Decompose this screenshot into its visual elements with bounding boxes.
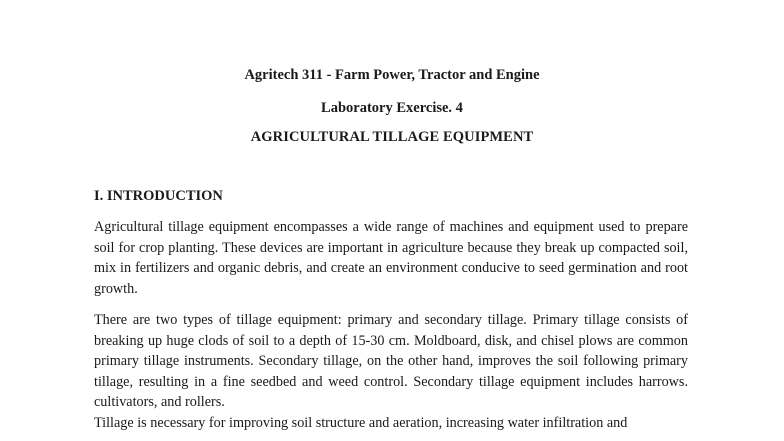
- exercise-title: Laboratory Exercise. 4: [321, 100, 463, 116]
- paragraph-2: There are two types of tillage equipment: primary and secondary tillage. Primary tillage consists of breaking up huge clods of soil to a depth of 15-30 cm. Moldboard, disk, and chisel plows are common primary tillage instruments. Secondary tillage, on the other hand, improves the soil following primary tillage, resulting in a fine seedbed and weed control. Secondary tillage equipment includes harrows. cultivators, and rollers.: [94, 312, 688, 410]
- section-heading-introduction: I. INTRODUCTION: [94, 188, 223, 204]
- course-title: Agritech 311 - Farm Power, Tractor and Engine: [244, 67, 540, 83]
- topic-title: AGRICULTURAL TILLAGE EQUIPMENT: [250, 129, 534, 145]
- paragraph-1: Agricultural tillage equipment encompasses a wide range of machines and equipment used to prepare soil for crop planting. These devices are important in agriculture because they break up compacted soil, mix in fertilizers and organic debris, and create an environment conducive to seed germination and root growth.: [94, 219, 688, 297]
- paragraph-3: Tillage is necessary for improving soil structure and aeration, increasing water infiltration and: [94, 415, 628, 431]
